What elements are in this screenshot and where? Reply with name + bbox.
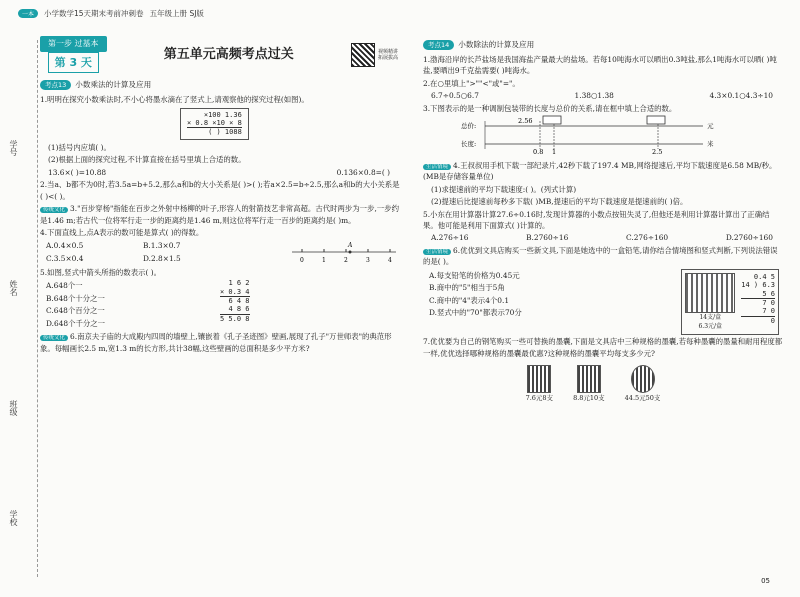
q5-calc-line: × 0.3 4	[220, 287, 250, 296]
q3-tag: 传统文化	[40, 207, 68, 213]
q5-option[interactable]: B.2760÷16	[526, 233, 569, 243]
question-6	[40, 331, 400, 354]
q4-option[interactable]: D.2.8×1.5	[143, 253, 181, 263]
left-column	[40, 36, 400, 355]
question-6	[423, 245, 783, 268]
pencil-count: 14支/盒	[699, 313, 722, 321]
series-title: 小学数学15天期末考前冲刺卷	[44, 9, 144, 18]
q5-calc-line: 6 4 8	[220, 296, 250, 305]
day-indicator	[40, 36, 107, 73]
q6-options	[423, 269, 522, 336]
product-ink-50	[625, 365, 661, 403]
q4-option[interactable]: A.0.4×0.5	[46, 240, 84, 250]
q2-items	[423, 90, 783, 101]
qr-code-icon[interactable]	[351, 43, 375, 67]
right-column	[423, 36, 783, 403]
q6-calc-line: 14 ) 6.3	[741, 281, 775, 290]
q5-option[interactable]: D.648个千分之一	[46, 318, 106, 328]
q4-option[interactable]: B.1.3×0.7	[143, 240, 181, 250]
q6-calc-line: 0.4 5	[753, 272, 775, 281]
question-2: 2.在○里填上">""<"或"="。	[423, 78, 520, 88]
q5-option[interactable]: A.276÷16	[431, 233, 469, 243]
q1-fill-2[interactable]: 0.136×0.8=( )	[336, 167, 390, 177]
q1-a: (1)括号内应填( )。	[48, 142, 111, 152]
q5-option[interactable]: C.648个百分之一	[46, 306, 105, 316]
q6-calc	[741, 273, 775, 332]
question-7: 7.优优要为自己的钢笔购买一些可替换的墨囊,下面是文具店中三种规格的墨囊,若每种墨囊的墨量和耐用程度都一样,优优选择哪种规格的墨囊最优惠?这种规格的墨囊平均每支多少元?	[423, 337, 783, 358]
q2-item[interactable]: 6.7÷0.5○6.7	[431, 91, 479, 101]
q5-calc-line: 4 8 6	[228, 305, 250, 314]
q6-calc-line: 5 6	[762, 289, 775, 298]
q4-number-line	[290, 240, 400, 266]
q5-options	[423, 232, 783, 243]
q6-option[interactable]: D.竖式中的"70"都表示70分	[429, 308, 522, 318]
q5-option[interactable]: C.276÷160	[625, 233, 669, 243]
price-value-label: 2.56	[518, 117, 533, 126]
title-row	[40, 36, 400, 73]
q6-figure	[681, 269, 779, 336]
q3-double-line	[423, 115, 763, 155]
q1-fill-row	[40, 167, 400, 178]
ink-cartridge-icon	[631, 365, 655, 393]
q4-tag: 生活情境	[423, 164, 451, 170]
q5-calc-line: 5 5.0 8	[220, 314, 250, 323]
length-value-label: 0.8	[533, 148, 544, 156]
question-2: 2.当a、b都不为0时,若3.5a=b+5.2,那么a和b的大小关系是( )>( );若a×2.5=b÷2.5,那么a和b的大小关系是( )<( )。	[40, 180, 400, 201]
question-1: 1.明明在探究小数乘法时,不小心将墨水滴在了竖式上,请观察他的探究过程(如图)。	[40, 95, 309, 105]
q6-tag: 传统文化	[40, 335, 68, 341]
q7-products	[423, 365, 783, 403]
q6-text: 6.优优到文具店购买一些新文具,下面是她选中的一盒铅笔,请你结合情境图和竖式判断,下列说法错误的是( )。	[423, 245, 778, 267]
q5-calc	[220, 279, 250, 330]
q6-calc-line: 7 0	[762, 307, 775, 316]
length-value-label: 1	[552, 148, 557, 156]
q5-option[interactable]: A.648个一	[46, 281, 83, 291]
class-label: 班级	[9, 400, 18, 416]
ink-cartridge-icon	[527, 365, 551, 393]
section-title: 小数除法的计算及应用	[458, 40, 535, 49]
qr-note: 视频精讲 拓展拔高	[378, 48, 399, 61]
section-tag: 考点14	[423, 40, 454, 50]
q4-text: 4.王叔叔用手机下载一部纪录片,42秒下载了197.4 MB,网络提速后,平均下载速度是6.58 MB/秒。(MB是存储容量单位)	[423, 160, 777, 182]
question-4	[423, 160, 783, 183]
question-3	[40, 203, 400, 226]
tick-label: 4	[388, 256, 392, 264]
day-badge: 第 3 天	[48, 52, 99, 73]
q2-item[interactable]: 4.3×0.1○4.3÷10	[709, 91, 773, 101]
question-3: 3.下图表示的是一种调制包装带的长度与总价的关系,请在框中填上合适的数。	[423, 103, 677, 113]
section-header	[40, 79, 400, 91]
q5-option[interactable]: B.648个十分之一	[46, 293, 105, 303]
product-ink-10	[573, 365, 605, 403]
q2-item[interactable]: 1.38○1.38	[574, 91, 614, 101]
price-label: 总价:	[461, 122, 477, 131]
ink-cartridge-icon	[577, 365, 601, 393]
mi-unit: 米	[707, 140, 714, 149]
day-step-tag: 第一步 过基本	[40, 36, 107, 52]
answer-box[interactable]	[543, 116, 561, 124]
tick-label: 1	[322, 256, 326, 264]
q1-calc-line: ×100 1.36	[203, 110, 242, 119]
q4-a: (1)求提速前的平均下载速度:( )。(列式计算)	[431, 184, 577, 194]
product-ink-8	[526, 365, 553, 403]
q1-calc-line: ( ) 1088	[187, 127, 242, 136]
question-4: 4.下面直线上,点A表示的数可能是算式( )的得数。	[40, 228, 204, 238]
product-price: 7.6元8支	[525, 394, 554, 403]
section-tag: 考点13	[40, 80, 71, 90]
product-price: 44.5元50支	[624, 394, 661, 403]
section-title: 小数乘法的计算及应用	[75, 80, 152, 90]
q6-calc-line: 0	[741, 316, 775, 325]
point-a	[349, 250, 352, 253]
question-5: 5.如图,竖式中箭头所指的数表示( )。	[40, 267, 161, 277]
answer-box[interactable]	[647, 116, 665, 124]
q4-option[interactable]: C.3.5×0.4	[46, 253, 84, 263]
pencil-price: 6.3元/盒	[698, 323, 723, 331]
yuan-unit: 元	[707, 122, 714, 131]
q5-options	[40, 279, 220, 330]
q6-calc-line: 7 0	[741, 298, 775, 307]
question-1: 1.渤海沿岸的长芦盐场是我国海盐产量最大的盐场。若每10吨海水可以晒出0.3吨盐,那么1吨海水可以晒( )吨盐,要晒出9千克盐需要( )吨海水。	[423, 54, 777, 76]
pencil-box-icon	[685, 273, 735, 313]
question-5: 5.小东在用计算器计算27.6÷0.16时,发现计算器的小数点按钮失灵了,但他还是利用计算器计算出了正确结果。他可能是利用下面算式( )计算的。	[423, 209, 770, 230]
length-value-label: 2.5	[652, 148, 663, 156]
q6-text: 6.南京夫子庙的大成殿内四周的墙壁上,镶嵌着《孔子圣迹图》壁画,展现了孔子"万世师表"的典范形象。每幅画长2.5 m,宽1.3 m的长方形,共计38幅,这些壁画的总面积是多少平方米?	[40, 331, 392, 353]
binding-margin	[6, 40, 38, 577]
tick-label: 3	[366, 256, 370, 264]
length-label: 长度:	[461, 140, 477, 149]
q5-calc-line: 1 6 2	[228, 279, 250, 288]
point-a-label: A	[348, 241, 353, 249]
q6-option[interactable]: A.每支铅笔的价格为0.45元	[429, 270, 520, 280]
section-header	[423, 39, 783, 51]
tick-label: 0	[300, 256, 304, 264]
q4-options	[40, 240, 240, 266]
q1-b: (2)根据上面的探究过程,不计算直接在括号里填上合适的数。	[48, 155, 246, 165]
name-label: 姓名	[9, 280, 18, 296]
q6-option[interactable]: C.商中的"4"表示4个0.1	[429, 295, 510, 305]
brand-logo: 一本	[18, 9, 38, 18]
q1-calc	[40, 108, 400, 140]
page-title: 第五单元高频考点过关	[163, 46, 294, 62]
school-label: 学校	[9, 510, 18, 526]
q1-fill-1[interactable]: 13.6×( )=10.88	[48, 167, 107, 177]
student-id-label: 学号	[9, 140, 18, 156]
q6-option[interactable]: B.商中的"5"相当于5角	[429, 283, 505, 293]
grade-label: 五年级上册 SJ版	[149, 9, 204, 18]
page-header	[18, 8, 204, 19]
page-number: 05	[761, 577, 770, 585]
q6-tag: 生活情境	[423, 249, 451, 255]
q3-text: 3."百步穿杨"指能在百步之外射中杨柳的叶子,形容人的射箭技艺非常高超。古代时两步为一步,一步约是1.46 m;若古代一位将军行走一步的距离约是1.46 m,则这位将军行走一百步的距离约是( )m。	[40, 204, 399, 225]
q1-calc-line: × 0.8 ×10 × 8	[187, 119, 242, 128]
product-price: 8.8元10支	[573, 394, 605, 403]
q4-b: (2)提速后比提速前每秒多下载( )MB,提速后的平均下载速度是提速前的( )倍。	[431, 197, 688, 207]
q5-option[interactable]: D.2760÷160	[725, 233, 773, 243]
tick-label: 2	[344, 256, 348, 264]
